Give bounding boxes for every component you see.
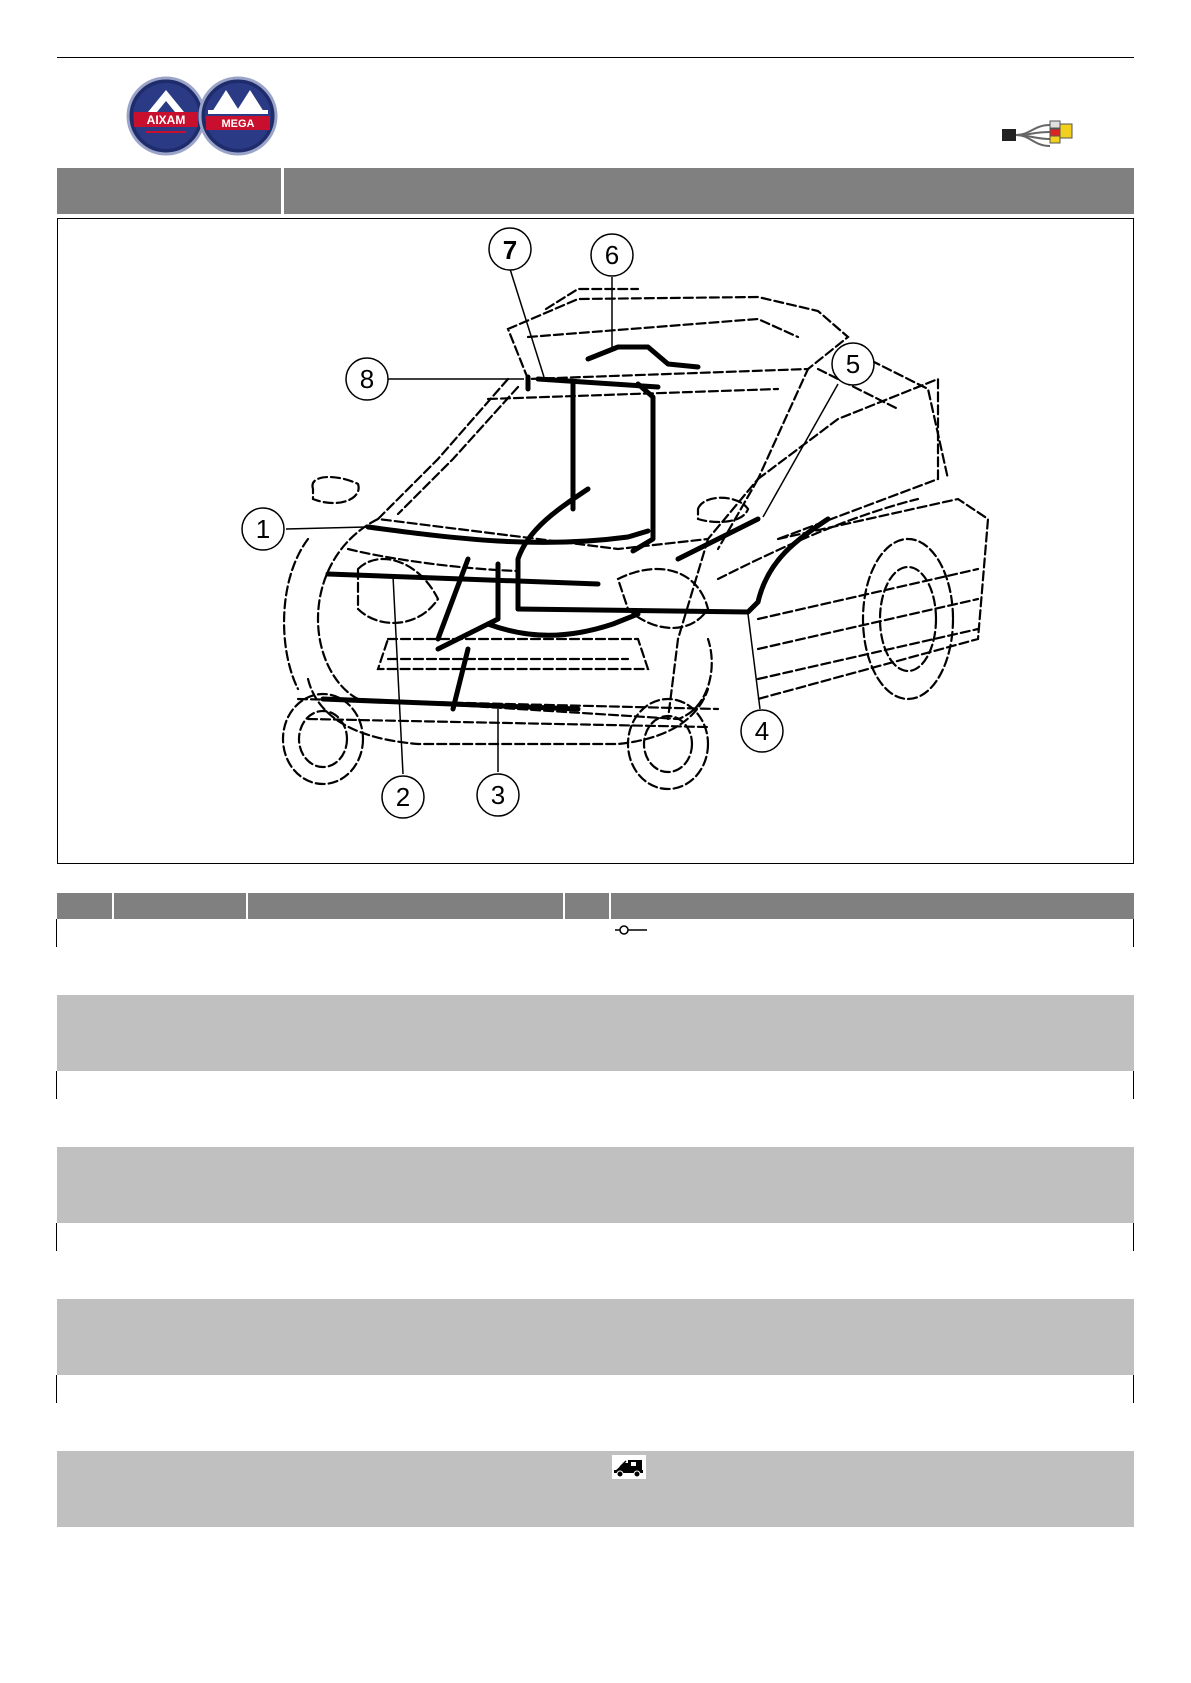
col-separator-2: [246, 893, 248, 919]
row-border-right: [1133, 1375, 1134, 1403]
table-row: [57, 1147, 1134, 1223]
col-separator-4: [609, 893, 611, 919]
ground-symbol-icon: [614, 923, 648, 937]
callout-5: 5: [845, 349, 861, 379]
table-row: [57, 919, 1134, 995]
col-separator-1: [112, 893, 114, 919]
table-row: [57, 1375, 1134, 1451]
header-bar: [57, 168, 1134, 214]
mega-logo: [198, 76, 278, 156]
table-row: [57, 995, 1134, 1071]
harness-6-pillar: [633, 384, 653, 551]
header-separator: [281, 168, 284, 214]
top-rule: [57, 57, 1134, 58]
row-border-left: [56, 1223, 57, 1251]
callout-1: 1: [255, 514, 271, 544]
harness-5: [678, 519, 758, 559]
harness-4-rise: [518, 489, 588, 609]
harness-2-drop: [438, 559, 468, 639]
table-row: [57, 1223, 1134, 1299]
callout-3: 3: [490, 780, 506, 810]
harness-4-lower: [488, 614, 638, 635]
row-border-right: [1133, 1071, 1134, 1099]
table-header: [57, 893, 1134, 919]
callout-4: 4: [754, 716, 770, 746]
wiring-harness-icon: [1000, 120, 1080, 150]
harness-6: [588, 347, 698, 367]
callout-2: 2: [395, 782, 411, 812]
table-row: [57, 1299, 1134, 1375]
aixam-logo-text: AIXAM: [146, 113, 186, 127]
row-border-left: [56, 919, 57, 947]
row-border-right: [1133, 1223, 1134, 1251]
harness-1: [368, 527, 648, 542]
row-border-left: [56, 1375, 57, 1403]
callout-8: 8: [359, 364, 375, 394]
aixam-logo: [126, 76, 206, 156]
callout-6: 6: [604, 240, 620, 270]
table-row: [57, 1451, 1134, 1527]
callout-7: 7: [502, 235, 518, 265]
diagram-frame: [57, 218, 1134, 864]
harness-4: [518, 519, 828, 612]
mega-logo-text: MEGA: [221, 118, 255, 130]
row-border-right: [1133, 919, 1134, 947]
car-wiring-diagram: [58, 219, 1133, 863]
table-row: [57, 1071, 1134, 1147]
col-separator-3: [563, 893, 565, 919]
row-border-left: [56, 1071, 57, 1099]
tow-truck-icon: [612, 1455, 646, 1479]
